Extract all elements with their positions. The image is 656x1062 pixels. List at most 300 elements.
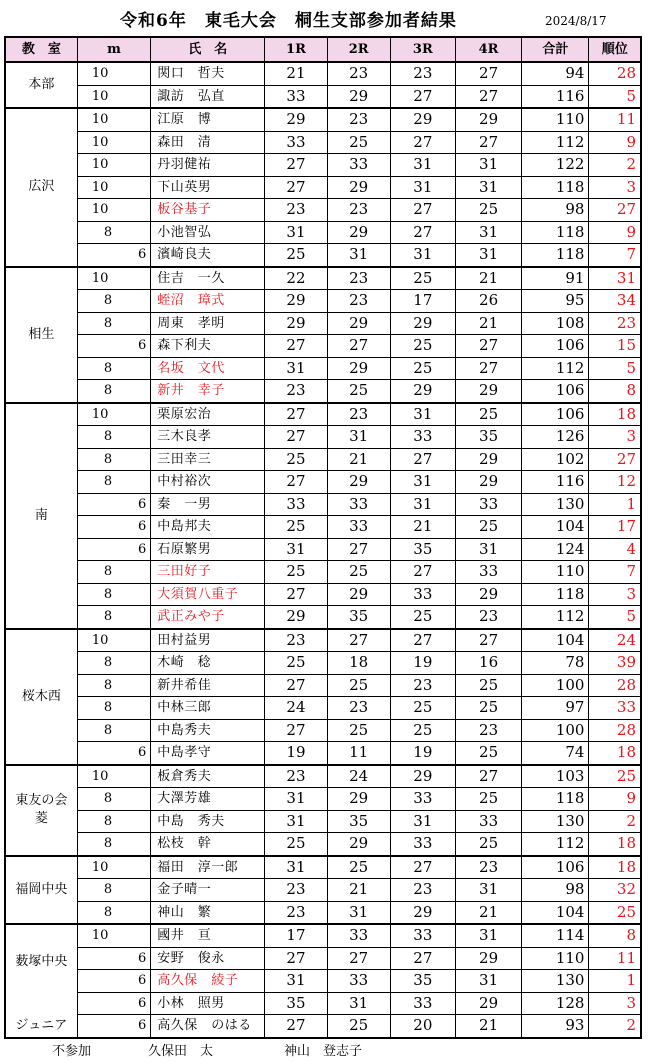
rank-value: 27: [589, 199, 641, 222]
total-score: 91: [522, 267, 589, 290]
round-score-r4: 27: [455, 335, 521, 358]
m-value: 8: [103, 836, 113, 852]
table-row: [5, 992, 641, 1015]
m-cell: [77, 290, 150, 313]
player-name: 三田幸三: [151, 448, 265, 471]
m-cell: [77, 335, 150, 358]
round-score-r3: 33: [390, 833, 455, 856]
rank-value: 5: [589, 606, 641, 629]
table-row: [5, 516, 641, 539]
table-row: [5, 448, 641, 471]
table-row: [5, 335, 641, 358]
table-row: [5, 947, 641, 970]
table-row: [5, 426, 641, 449]
m-cell: [77, 357, 150, 380]
table-row: [5, 290, 641, 313]
round-score-r1: 17: [265, 924, 327, 947]
m-cell: [77, 765, 150, 788]
rank-value: 3: [589, 583, 641, 606]
round-score-r2: 29: [327, 833, 390, 856]
player-name: 金子晴一: [151, 879, 265, 902]
player-name: 高久保 のはる: [151, 1015, 265, 1038]
player-name: 丹羽健祐: [151, 154, 265, 177]
room-cell: [5, 267, 77, 403]
player-name: 小池智弘: [151, 221, 265, 244]
total-score: 106: [522, 403, 589, 426]
total-score: 97: [522, 697, 589, 720]
round-score-r2: 23: [327, 697, 390, 720]
m-cell: [77, 471, 150, 494]
col-header-rank: 順位: [589, 37, 641, 62]
player-name: 中島孝守: [151, 742, 265, 765]
round-score-r2: 29: [327, 85, 390, 108]
player-name: 田村益男: [151, 629, 265, 652]
rank-value: 8: [589, 924, 641, 947]
rank-value: 28: [589, 62, 641, 85]
total-score: 118: [522, 583, 589, 606]
round-score-r3: 19: [390, 652, 455, 675]
m-cell: [77, 561, 150, 584]
absent-name: 神山 登志子: [284, 1044, 363, 1059]
table-row: [5, 810, 641, 833]
rank-value: 7: [589, 561, 641, 584]
round-score-r2: 11: [327, 742, 390, 765]
rank-value: 2: [589, 810, 641, 833]
round-score-r2: 23: [327, 267, 390, 290]
m-cell: [77, 244, 150, 267]
round-score-r1: 29: [265, 108, 327, 131]
m-value: 8: [103, 474, 113, 490]
absent-footer: [52, 1040, 612, 1058]
round-score-r3: 31: [390, 810, 455, 833]
round-score-r3: 27: [390, 221, 455, 244]
col-header-r4: 4R: [455, 37, 521, 62]
round-score-r3: 33: [390, 426, 455, 449]
total-score: 74: [522, 742, 589, 765]
round-score-r4: 31: [455, 154, 521, 177]
m-cell: [77, 674, 150, 697]
round-score-r4: 29: [455, 380, 521, 403]
round-score-r3: 33: [390, 924, 455, 947]
total-score: 130: [522, 493, 589, 516]
player-name: 神山 繁: [151, 901, 265, 924]
round-score-r4: 21: [455, 1015, 521, 1038]
round-score-r3: 31: [390, 176, 455, 199]
col-header-room: 教 室: [5, 37, 77, 62]
round-score-r1: 19: [265, 742, 327, 765]
table-row: [5, 901, 641, 924]
round-score-r1: 27: [265, 1015, 327, 1038]
m-cell: [77, 629, 150, 652]
rank-value: 1: [589, 970, 641, 993]
round-score-r4: 25: [455, 697, 521, 720]
m-cell: [77, 62, 150, 85]
total-score: 124: [522, 538, 589, 561]
round-score-r3: 29: [390, 901, 455, 924]
table-row: [5, 176, 641, 199]
round-score-r3: 35: [390, 538, 455, 561]
total-score: 130: [522, 970, 589, 993]
player-name: 秦 一男: [151, 493, 265, 516]
m-value: 8: [103, 293, 113, 309]
round-score-r2: 29: [327, 357, 390, 380]
m-cell: [77, 108, 150, 131]
player-name: 下山英男: [151, 176, 265, 199]
m-cell: [77, 538, 150, 561]
m-cell: [77, 267, 150, 290]
round-score-r2: 35: [327, 606, 390, 629]
m-cell: [77, 856, 150, 879]
table-row: [5, 85, 641, 108]
round-score-r4: 25: [455, 516, 521, 539]
m-cell: [77, 947, 150, 970]
player-name: 高久保 綾子: [151, 970, 265, 993]
total-score: 106: [522, 335, 589, 358]
round-score-r1: 23: [265, 901, 327, 924]
table-row: [5, 652, 641, 675]
absent-name: 久保田 太: [148, 1044, 214, 1059]
results-table: [4, 36, 642, 1039]
total-score: 94: [522, 62, 589, 85]
m-value: 8: [103, 315, 113, 331]
player-name: 栗原宏治: [151, 403, 265, 426]
table-row: [5, 742, 641, 765]
round-score-r1: 22: [265, 267, 327, 290]
rank-value: 5: [589, 357, 641, 380]
player-name: 諏訪 弘直: [151, 85, 265, 108]
rank-value: 11: [589, 947, 641, 970]
round-score-r1: 27: [265, 947, 327, 970]
room-cell: [5, 108, 77, 267]
table-row: [5, 199, 641, 222]
col-header-r1: 1R: [265, 37, 327, 62]
round-score-r4: 25: [455, 788, 521, 811]
round-score-r4: 27: [455, 629, 521, 652]
total-score: 130: [522, 810, 589, 833]
round-score-r3: 31: [390, 244, 455, 267]
player-name: 名坂 文代: [151, 357, 265, 380]
table-row: [5, 970, 641, 993]
m-value: 10: [91, 157, 109, 173]
m-value: 8: [103, 451, 113, 467]
m-value: 8: [103, 882, 113, 898]
round-score-r3: 23: [390, 674, 455, 697]
rank-value: 28: [589, 719, 641, 742]
m-value: 6: [137, 519, 147, 535]
round-score-r4: 31: [455, 538, 521, 561]
round-score-r3: 31: [390, 471, 455, 494]
table-row: [5, 788, 641, 811]
m-value: 10: [91, 112, 109, 128]
round-score-r4: 29: [455, 448, 521, 471]
table-row: [5, 154, 641, 177]
m-cell: [77, 719, 150, 742]
round-score-r1: 31: [265, 538, 327, 561]
round-score-r3: 27: [390, 561, 455, 584]
round-score-r2: 23: [327, 199, 390, 222]
round-score-r2: 18: [327, 652, 390, 675]
m-value: 10: [91, 134, 109, 150]
results-body: [5, 62, 641, 1038]
m-cell: [77, 426, 150, 449]
round-score-r2: 23: [327, 290, 390, 313]
round-score-r4: 29: [455, 108, 521, 131]
rank-value: 9: [589, 221, 641, 244]
player-name: 松枝 幹: [151, 833, 265, 856]
round-score-r1: 31: [265, 856, 327, 879]
round-score-r2: 33: [327, 970, 390, 993]
rank-value: 27: [589, 448, 641, 471]
total-score: 118: [522, 176, 589, 199]
total-score: 106: [522, 856, 589, 879]
rank-value: 17: [589, 516, 641, 539]
m-cell: [77, 131, 150, 154]
round-score-r4: 23: [455, 606, 521, 629]
table-row: [5, 267, 641, 290]
round-score-r3: 27: [390, 85, 455, 108]
round-score-r1: 27: [265, 176, 327, 199]
m-cell: [77, 992, 150, 1015]
round-score-r1: 31: [265, 810, 327, 833]
round-score-r2: 33: [327, 154, 390, 177]
rank-value: 34: [589, 290, 641, 313]
round-score-r2: 21: [327, 879, 390, 902]
m-value: 8: [103, 586, 113, 602]
round-score-r1: 25: [265, 448, 327, 471]
round-score-r3: 25: [390, 267, 455, 290]
event-date: 2024/8/17: [545, 14, 607, 28]
round-score-r2: 25: [327, 131, 390, 154]
round-score-r3: 27: [390, 131, 455, 154]
m-value: 8: [103, 655, 113, 671]
m-cell: [77, 199, 150, 222]
total-score: 103: [522, 765, 589, 788]
m-cell: [77, 970, 150, 993]
m-value: 10: [91, 88, 109, 104]
rank-value: 18: [589, 856, 641, 879]
room-name: 福岡中央: [15, 881, 68, 897]
m-value: 10: [91, 270, 109, 286]
player-name: 濱崎良夫: [151, 244, 265, 267]
page-title: 令和6年 東毛大会 桐生支部参加者結果: [120, 11, 457, 31]
m-cell: [77, 810, 150, 833]
round-score-r1: 27: [265, 471, 327, 494]
rank-value: 12: [589, 471, 641, 494]
m-cell: [77, 312, 150, 335]
table-row: [5, 697, 641, 720]
round-score-r2: 25: [327, 1015, 390, 1038]
m-cell: [77, 176, 150, 199]
round-score-r4: 21: [455, 901, 521, 924]
round-score-r2: 27: [327, 335, 390, 358]
rank-value: 15: [589, 335, 641, 358]
m-cell: [77, 85, 150, 108]
col-header-m: m: [77, 37, 150, 62]
table-row: [5, 629, 641, 652]
total-score: 112: [522, 131, 589, 154]
round-score-r2: 23: [327, 403, 390, 426]
total-score: 116: [522, 471, 589, 494]
m-value: 10: [91, 632, 109, 648]
m-value: 8: [103, 791, 113, 807]
round-score-r3: 19: [390, 742, 455, 765]
total-score: 98: [522, 199, 589, 222]
round-score-r2: 31: [327, 244, 390, 267]
total-score: 104: [522, 516, 589, 539]
player-name: 中島邦夫: [151, 516, 265, 539]
round-score-r1: 23: [265, 380, 327, 403]
table-row: [5, 833, 641, 856]
room-cell: [5, 765, 77, 856]
round-score-r2: 29: [327, 176, 390, 199]
room-name: 薮塚中央: [15, 953, 68, 969]
player-name: 江原 博: [151, 108, 265, 131]
m-cell: [77, 697, 150, 720]
header-row: [5, 37, 641, 62]
m-value: 8: [103, 677, 113, 693]
total-score: 100: [522, 674, 589, 697]
m-cell: [77, 448, 150, 471]
player-name: 石原繁男: [151, 538, 265, 561]
round-score-r3: 25: [390, 697, 455, 720]
round-score-r1: 31: [265, 221, 327, 244]
rank-value: 11: [589, 108, 641, 131]
table-row: [5, 606, 641, 629]
total-score: 98: [522, 879, 589, 902]
player-name: 三木良孝: [151, 426, 265, 449]
round-score-r3: 25: [390, 335, 455, 358]
m-cell: [77, 154, 150, 177]
round-score-r2: 29: [327, 471, 390, 494]
round-score-r4: 31: [455, 970, 521, 993]
table-row: [5, 765, 641, 788]
player-name: 大須賀八重子: [151, 583, 265, 606]
table-row: [5, 924, 641, 947]
round-score-r1: 27: [265, 674, 327, 697]
round-score-r3: 27: [390, 629, 455, 652]
round-score-r4: 25: [455, 833, 521, 856]
room-subtitle: ジュニア: [15, 1017, 68, 1033]
player-name: 周東 孝明: [151, 312, 265, 335]
round-score-r4: 35: [455, 426, 521, 449]
round-score-r2: 27: [327, 629, 390, 652]
rank-value: 25: [589, 765, 641, 788]
round-score-r4: 31: [455, 879, 521, 902]
round-score-r4: 29: [455, 471, 521, 494]
table-row: [5, 879, 641, 902]
rank-value: 39: [589, 652, 641, 675]
round-score-r1: 27: [265, 583, 327, 606]
round-score-r4: 23: [455, 856, 521, 879]
round-score-r1: 35: [265, 992, 327, 1015]
round-score-r1: 29: [265, 312, 327, 335]
round-score-r4: 26: [455, 290, 521, 313]
round-score-r2: 33: [327, 924, 390, 947]
m-value: 6: [137, 247, 147, 263]
table-row: [5, 471, 641, 494]
round-score-r3: 35: [390, 970, 455, 993]
total-score: 126: [522, 426, 589, 449]
table-row: [5, 62, 641, 85]
round-score-r3: 33: [390, 992, 455, 1015]
player-name: 武正みや子: [151, 606, 265, 629]
round-score-r1: 27: [265, 154, 327, 177]
absent-label: 不参加: [52, 1044, 92, 1059]
rank-value: 4: [589, 538, 641, 561]
round-score-r3: 27: [390, 199, 455, 222]
round-score-r3: 33: [390, 788, 455, 811]
round-score-r4: 27: [455, 357, 521, 380]
round-score-r4: 33: [455, 493, 521, 516]
m-cell: [77, 833, 150, 856]
rank-value: 24: [589, 629, 641, 652]
room-cell: [5, 856, 77, 925]
total-score: 122: [522, 154, 589, 177]
m-value: 6: [137, 338, 147, 354]
m-value: 10: [91, 406, 109, 422]
m-cell: [77, 742, 150, 765]
table-row: [5, 380, 641, 403]
m-cell: [77, 652, 150, 675]
m-value: 8: [103, 360, 113, 376]
round-score-r1: 23: [265, 765, 327, 788]
m-value: 6: [137, 745, 147, 761]
total-score: 78: [522, 652, 589, 675]
m-value: 8: [103, 904, 113, 920]
m-value: 10: [91, 859, 109, 875]
m-cell: [77, 606, 150, 629]
rank-value: 8: [589, 380, 641, 403]
total-score: 118: [522, 221, 589, 244]
total-score: 112: [522, 833, 589, 856]
round-score-r1: 27: [265, 335, 327, 358]
round-score-r2: 27: [327, 947, 390, 970]
total-score: 104: [522, 629, 589, 652]
rank-value: 9: [589, 788, 641, 811]
total-score: 93: [522, 1015, 589, 1038]
player-name: 大澤芳雄: [151, 788, 265, 811]
m-cell: [77, 901, 150, 924]
total-score: 116: [522, 85, 589, 108]
round-score-r1: 31: [265, 970, 327, 993]
round-score-r4: 33: [455, 561, 521, 584]
total-score: 118: [522, 788, 589, 811]
round-score-r4: 25: [455, 403, 521, 426]
room-cell: [5, 62, 77, 108]
round-score-r1: 23: [265, 199, 327, 222]
round-score-r4: 25: [455, 674, 521, 697]
table-row: [5, 312, 641, 335]
total-score: 110: [522, 108, 589, 131]
rank-value: 23: [589, 312, 641, 335]
player-name: 森下利夫: [151, 335, 265, 358]
round-score-r4: 25: [455, 199, 521, 222]
m-cell: [77, 788, 150, 811]
round-score-r3: 27: [390, 856, 455, 879]
player-name: 板倉秀夫: [151, 765, 265, 788]
m-value: 6: [137, 950, 147, 966]
rank-value: 1: [589, 493, 641, 516]
round-score-r1: 29: [265, 290, 327, 313]
m-value: 6: [137, 973, 147, 989]
round-score-r1: 27: [265, 426, 327, 449]
m-cell: [77, 583, 150, 606]
round-score-r4: 33: [455, 810, 521, 833]
round-score-r2: 29: [327, 788, 390, 811]
round-score-r4: 31: [455, 244, 521, 267]
round-score-r1: 27: [265, 403, 327, 426]
col-header-total: 合計: [522, 37, 589, 62]
